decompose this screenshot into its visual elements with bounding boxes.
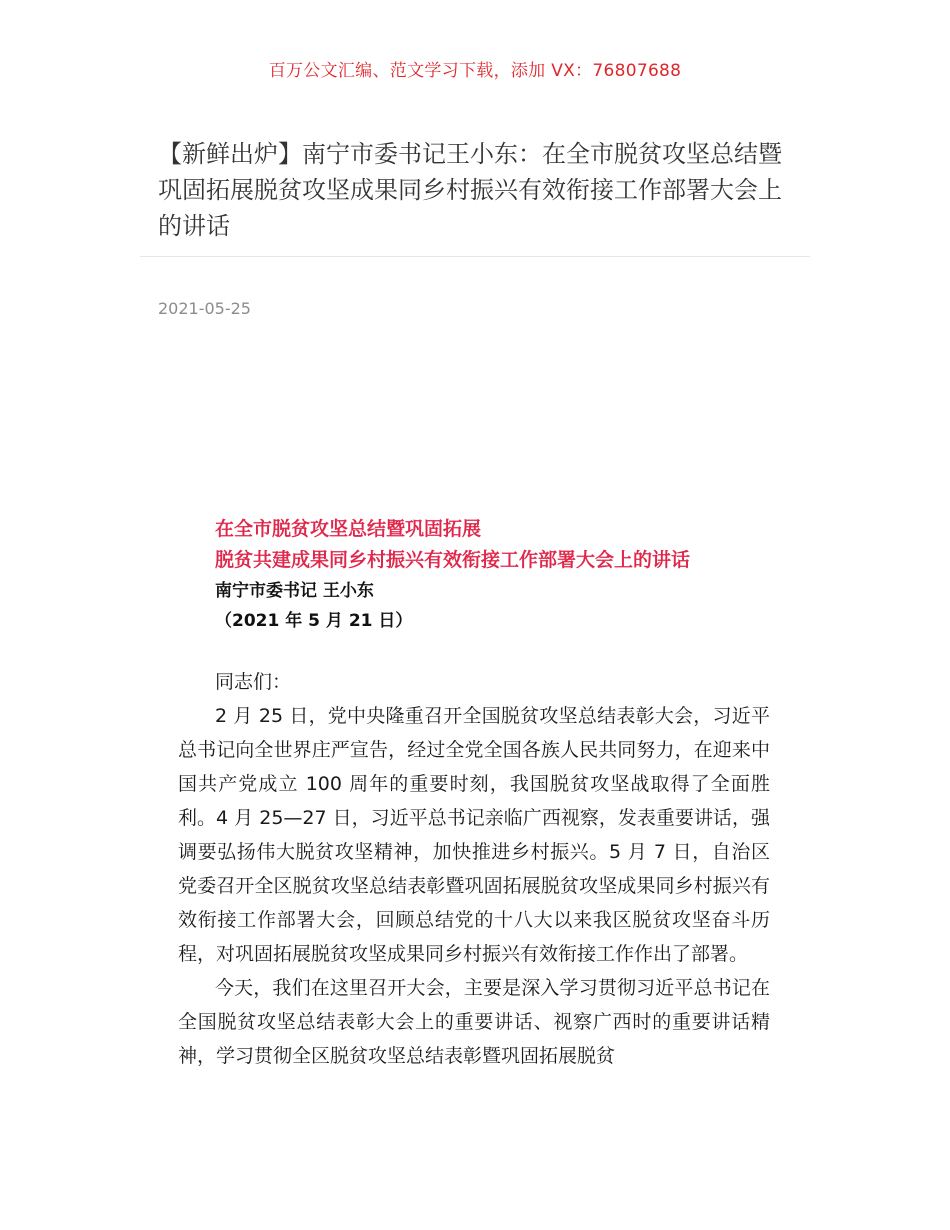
speech-headline-line-2: 脱贫共建成果同乡村振兴有效衔接工作部署大会上的讲话 [215, 549, 691, 571]
speech-byline: 南宁市委书记 王小东 [215, 581, 374, 601]
speech-body [178, 665, 770, 1073]
body-paragraph: 今天，我们在这里召开大会，主要是深入学习贯彻习近平总书记在全国脱贫攻坚总结表彰大会上的重要讲话、视察广西时的重要讲话精神，学习贯彻全区脱贫攻坚总结表彰暨巩固拓展脱贫 [178, 977, 770, 1067]
publish-date: 2021-05-25 [158, 299, 251, 318]
greeting: 同志们： [215, 671, 292, 693]
title-divider [140, 256, 810, 257]
speech-header [215, 514, 815, 636]
speech-date: （2021 年 5 月 21 日） [215, 611, 413, 631]
speech-headline-line-1: 在全市脱贫攻坚总结暨巩固拓展 [215, 518, 482, 540]
body-paragraph: 2 月 25 日，党中央隆重召开全国脱贫攻坚总结表彰大会，习近平总书记向全世界庄严宣告，经过全党全国各族人民共同努力，在迎来中国共产党成立 100 周年的重要时刻，我国脱贫攻坚战取得了全面胜利。4 月 25—27 日，习近平总书记亲临广西视察，发表重要讲话，强调要弘扬伟大脱贫攻坚精神，加快推进乡村振兴。5 月 7 日，自治区党委召开全区脱贫攻坚总结表彰暨巩固拓展脱贫攻坚成果同乡村振兴有效衔接工作部署大会，回顾总结党的十八大以来我区脱贫攻坚奋斗历程，对巩固拓展脱贫攻坚成果同乡村振兴有效衔接工作作出了部署。 [178, 705, 770, 965]
promo-banner: 百万公文汇编、范文学习下载，添加 VX：76807688 [268, 61, 682, 81]
article-title: 【新鲜出炉】南宁市委书记王小东：在全市脱贫攻坚总结暨巩固拓展脱贫攻坚成果同乡村振兴有效衔接工作部署大会上的讲话 [158, 140, 782, 240]
